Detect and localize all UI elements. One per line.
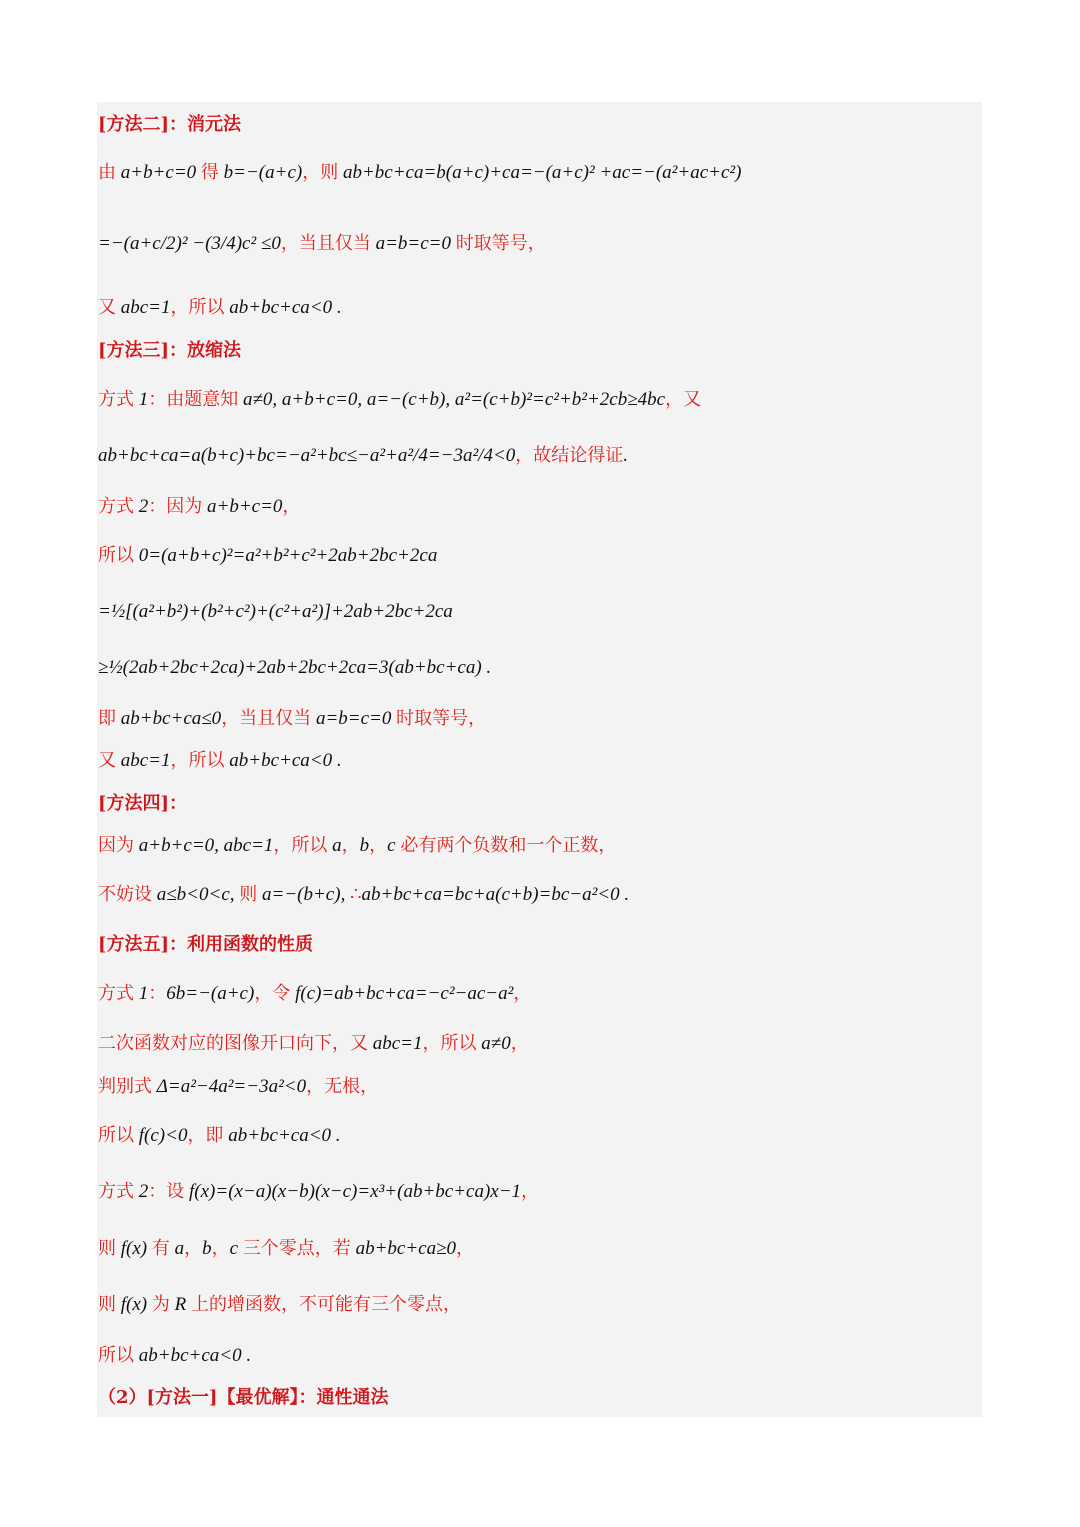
line-2: [98, 161, 741, 185]
math-run: abc=1: [116, 297, 171, 318]
text-run: ，所以: [170, 750, 225, 771]
math-run: c: [387, 835, 401, 856]
text-run: 即: [98, 708, 116, 729]
text-run: 时取等号，: [396, 708, 487, 729]
math-run: =−(a+c/2)² −(3/4)c² ≤0: [98, 233, 281, 254]
math-run: ab+bc+ca<0 .: [224, 297, 342, 318]
text-run: ，所以: [273, 835, 328, 856]
line-17: [方法五]：利用函数的性质: [98, 934, 314, 955]
math-run: a=b=c=0: [311, 708, 397, 729]
math-run: ab+bc+ca=b(a+c)+ca=−(a+c)² +ac=−(a²+ac+c²): [338, 162, 742, 183]
math-run: f(c)<0: [134, 1125, 188, 1146]
math-run: R: [169, 1294, 191, 1315]
text-run: ，: [513, 983, 532, 1004]
math-run: a: [169, 1238, 185, 1259]
math-run: f(x): [116, 1294, 152, 1315]
text-run: ，令: [254, 983, 291, 1004]
math-run: .: [623, 445, 629, 466]
line-9: [98, 544, 437, 568]
math-run: c: [229, 1238, 243, 1259]
text-run: ：由题意知: [148, 389, 239, 410]
text-run: ，所以: [170, 297, 225, 318]
line-15: [98, 834, 616, 858]
math-run: a+b+c=0: [202, 496, 283, 517]
math-run: 0=(a+b+c)²=a²+b²+c²+2ab+2bc+2ca: [134, 545, 438, 566]
math-run: a≤b<0<c,: [152, 884, 240, 905]
text-run: 得: [200, 162, 219, 183]
line-24: [98, 1293, 461, 1317]
text-run: ：: [148, 983, 167, 1004]
line-5: [方法三]：放缩法: [98, 340, 242, 361]
line-13: [98, 749, 342, 773]
math-run: 6b=−(a+c): [166, 983, 255, 1004]
text-run: 方式: [98, 389, 134, 410]
text-run: ，: [211, 1238, 230, 1259]
math-run: f(c)=ab+bc+ca=−c²−ac−a²: [290, 983, 514, 1004]
text-run: ，: [369, 835, 388, 856]
math-run: ab+bc+ca<0 .: [224, 750, 342, 771]
text-run: 二次函数对应的图像开口向下，又: [98, 1033, 368, 1054]
text-run: ，又: [665, 389, 702, 410]
text-run: ，: [521, 1181, 540, 1202]
line-6: [98, 388, 701, 412]
text-run: 由: [98, 162, 116, 183]
line-25: [98, 1344, 251, 1368]
math-run: 2: [134, 1181, 149, 1202]
math-run: 1: [134, 983, 149, 1004]
line-19: [98, 1032, 529, 1056]
math-run: ab+bc+ca=a(b+c)+bc=−a²+bc≤−a²+a²/4=−3a²/4<0: [98, 445, 516, 466]
text-run: 又: [98, 297, 116, 318]
line-1: [方法二]：消元法: [98, 114, 242, 135]
text-run: ，当且仅当: [280, 233, 371, 254]
line-16: [98, 883, 629, 907]
math-run: a: [327, 835, 342, 856]
math-run: a=−(b+c),: [257, 884, 351, 905]
math-run: ab+bc+ca≤0: [116, 708, 222, 729]
text-run: ∴: [350, 884, 362, 905]
text-run: 方式: [98, 1181, 134, 1202]
math-run: f(x): [116, 1238, 152, 1259]
text-run: 方式: [98, 496, 134, 517]
text-run: 三个零点，若: [242, 1238, 351, 1259]
math-run: a≠0, a+b+c=0, a=−(c+b), a²=(c+b)²=c²+b²+2cb≥4bc: [238, 389, 666, 410]
text-run: ，无根，: [306, 1076, 379, 1097]
line-22: [98, 1180, 539, 1204]
line-7: [98, 444, 628, 468]
text-run: ：设: [148, 1181, 185, 1202]
text-run: ，: [282, 496, 301, 517]
text-run: 必有两个负数和一个正数，: [400, 835, 617, 856]
text-run: ，则: [302, 162, 339, 183]
text-run: ，所以: [422, 1033, 477, 1054]
math-run: =½[(a²+b²)+(b²+c²)+(c²+a²)]+2ab+2bc+2ca: [98, 601, 453, 622]
line-14: [方法四]：: [98, 793, 188, 814]
text-run: 上的增函数，不可能有三个零点，: [190, 1294, 461, 1315]
line-23: [98, 1237, 474, 1261]
text-run: 判别式: [98, 1076, 152, 1097]
math-run: ≥½(2ab+2bc+2ca)+2ab+2bc+2ca=3(ab+bc+ca) .: [98, 657, 492, 678]
text-run: 所以: [98, 1125, 134, 1146]
line-8: [98, 495, 300, 519]
line-3: [98, 232, 546, 256]
text-run: ，: [341, 835, 360, 856]
math-run: a+b+c=0: [116, 162, 201, 183]
text-run: 为: [151, 1294, 170, 1315]
text-run: ，故结论得证: [515, 445, 624, 466]
math-run: 2: [134, 496, 149, 517]
math-run: abc=1: [368, 1033, 423, 1054]
math-run: b: [359, 835, 370, 856]
math-run: ab+bc+ca=bc+a(c+b)=bc−a²<0 .: [361, 884, 630, 905]
line-26: （2）[方法一]【最优解】：通性通法: [98, 1387, 389, 1408]
text-run: ，: [456, 1238, 474, 1259]
text-run: 所以: [98, 1345, 134, 1366]
line-12: [98, 707, 486, 731]
math-run: b=−(a+c): [218, 162, 303, 183]
math-run: a+b+c=0, abc=1: [134, 835, 274, 856]
text-run: ，当且仅当: [221, 708, 312, 729]
line-18: [98, 982, 531, 1006]
text-run: 因为: [98, 835, 134, 856]
text-run: 则: [98, 1238, 116, 1259]
line-4: [98, 296, 342, 320]
text-run: ，即: [187, 1125, 224, 1146]
text-run: ，: [184, 1238, 203, 1259]
text-run: ，: [510, 1033, 529, 1054]
text-run: 又: [98, 750, 116, 771]
math-run: b: [202, 1238, 212, 1259]
text-run: 所以: [98, 545, 134, 566]
math-run: 1: [134, 389, 149, 410]
text-run: 则: [239, 884, 258, 905]
text-run: 时取等号，: [455, 233, 546, 254]
line-10: [98, 600, 453, 624]
text-run: 不妨设: [98, 884, 152, 905]
math-run: ab+bc+ca<0 .: [134, 1345, 252, 1366]
math-run: a=b=c=0: [370, 233, 456, 254]
math-run: ab+bc+ca<0 .: [223, 1125, 341, 1146]
text-run: 有: [151, 1238, 170, 1259]
line-20: [98, 1075, 378, 1099]
line-21: [98, 1124, 341, 1148]
text-run: ：因为: [148, 496, 203, 517]
text-run: 则: [98, 1294, 116, 1315]
math-run: f(x)=(x−a)(x−b)(x−c)=x³+(ab+bc+ca)x−1: [184, 1181, 522, 1202]
math-run: Δ=a²−4a²=−3a²<0: [152, 1076, 307, 1097]
math-run: ab+bc+ca≥0: [350, 1238, 456, 1259]
math-run: a≠0: [476, 1033, 511, 1054]
line-11: [98, 656, 491, 680]
text-run: 方式: [98, 983, 134, 1004]
math-run: abc=1: [116, 750, 171, 771]
